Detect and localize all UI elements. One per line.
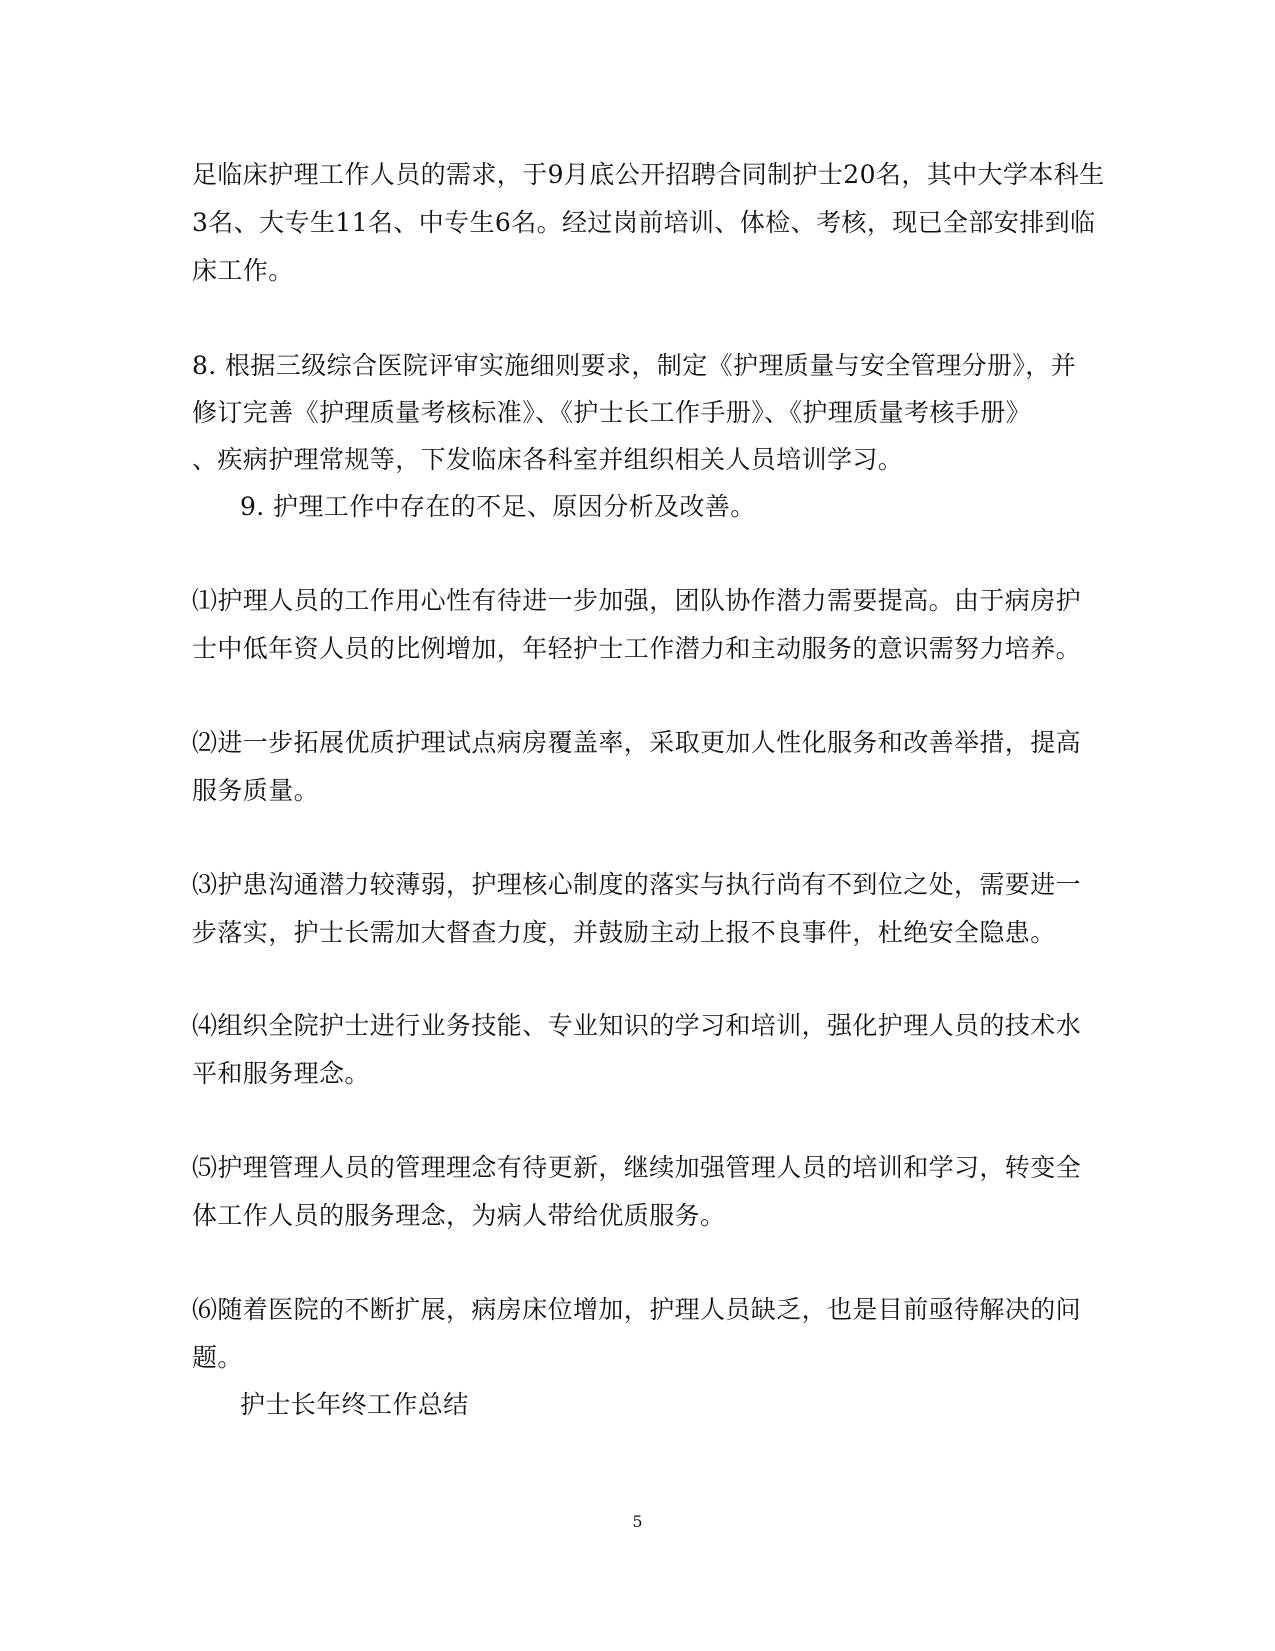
list-item-line: 士中低年资人员的比例增加，年轻护士工作潜力和主动服务的意识需努力培养。: [192, 634, 1082, 663]
list-item-line: ⑹随着医院的不断扩展，病房床位增加，护理人员缺乏，也是目前亟待解决的问: [192, 1295, 1082, 1324]
closing-title: 护士长年终工作总结: [240, 1390, 469, 1419]
list-item-line: 平和服务理念。: [192, 1059, 370, 1088]
list-item-line: ⑶护患沟通潜力较薄弱，护理核心制度的落实与执行尚有不到位之处，需要进一: [192, 870, 1082, 899]
paragraph-line: 8. 根据三级综合医院评审实施细则要求，制定《护理质量与安全管理分册》，并: [192, 351, 1077, 380]
page-number: 5: [632, 1512, 643, 1531]
paragraph-line: 足临床护理工作人员的需求，于9月底公开招聘合同制护士20名，其中大学本科生: [192, 160, 1105, 189]
list-item-line: 服务质量。: [192, 776, 320, 805]
paragraph-line: 床工作。: [192, 256, 294, 285]
list-item-line: ⑷组织全院护士进行业务技能、专业知识的学习和培训，强化护理人员的技术水: [192, 1011, 1082, 1040]
paragraph-line: 修订完善《护理质量考核标准》、《护士长工作手册》、《护理质量考核手册》: [192, 398, 1032, 427]
list-item-line: ⑴护理人员的工作用心性有待进一步加强，团队协作潜力需要提高。由于病房护: [192, 586, 1082, 615]
list-item-line: 步落实，护士长需加大督查力度，并鼓励主动上报不良事件，杜绝安全隐患。: [192, 918, 1056, 947]
paragraph-line: 、疾病护理常规等，下发临床各科室并组织相关人员培训学习。: [192, 445, 904, 474]
section-heading: 9. 护理工作中存在的不足、原因分析及改善。: [240, 492, 756, 521]
list-item-line: 题。: [192, 1343, 243, 1372]
list-item-line: 体工作人员的服务理念，为病人带给优质服务。: [192, 1201, 726, 1230]
list-item-line: ⑸护理管理人员的管理理念有待更新，继续加强管理人员的培训和学习，转变全: [192, 1153, 1082, 1182]
list-item-line: ⑵进一步拓展优质护理试点病房覆盖率，采取更加人性化服务和改善举措，提高: [192, 728, 1082, 757]
paragraph-line: 3名、大专生11名、中专生6名。经过岗前培训、体检、考核，现已全部安排到临: [192, 208, 1096, 237]
